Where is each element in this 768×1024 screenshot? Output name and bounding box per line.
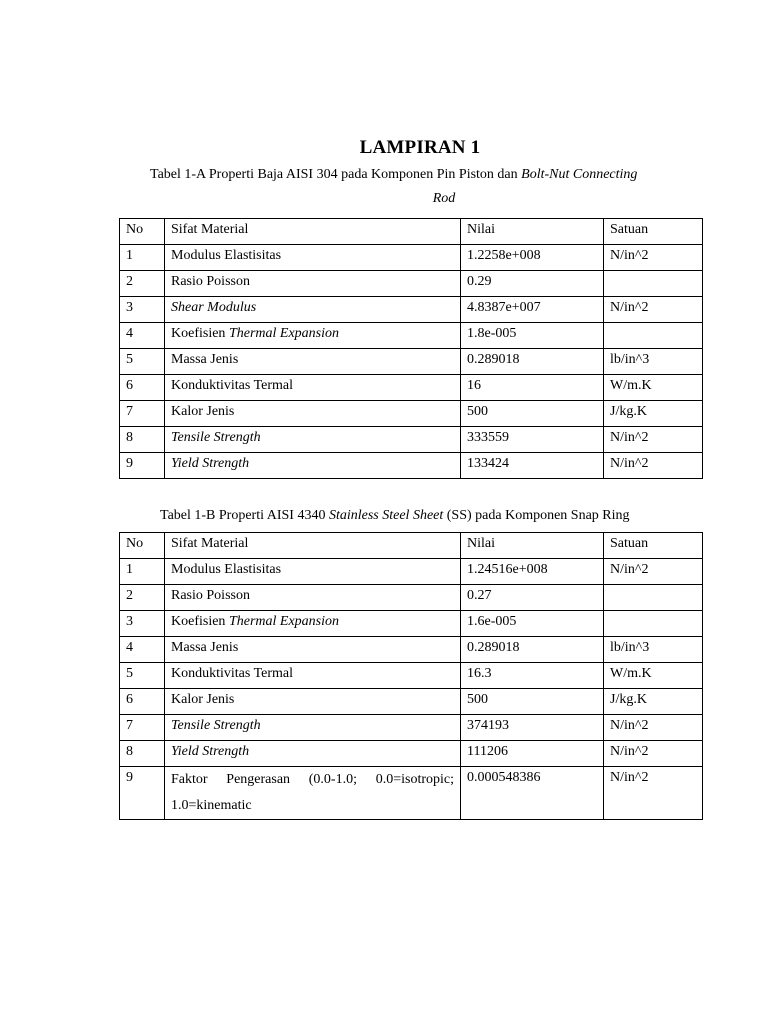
value-cell: 16 (461, 375, 604, 401)
value-cell: 1.8e-005 (461, 323, 604, 349)
row-number: 9 (120, 453, 165, 479)
unit-cell: J/kg.K (604, 401, 703, 427)
table-row (120, 689, 703, 715)
table-row (120, 715, 703, 741)
property-cell (165, 637, 461, 663)
property-name: Modulus Elastisitas (171, 248, 282, 263)
value-cell: 0.000548386 (461, 767, 604, 820)
property-name: Konduktivitas Termal (171, 666, 294, 681)
value-cell: 16.3 (461, 663, 604, 689)
table-b-caption-suffix: (SS) pada Komponen Snap Ring (443, 508, 630, 523)
property-name-italic: Thermal Expansion (228, 326, 339, 341)
value-cell: 0.289018 (461, 349, 604, 375)
unit-cell: J/kg.K (604, 689, 703, 715)
value-cell: 0.29 (461, 271, 604, 297)
property-cell (165, 585, 461, 611)
row-number: 9 (120, 767, 165, 820)
property-cell (165, 349, 461, 375)
property-cell (165, 245, 461, 271)
header-no: No (120, 219, 165, 245)
property-name-italic: Thermal Expansion (228, 614, 339, 629)
unit-cell: N/in^2 (604, 559, 703, 585)
unit-cell (604, 611, 703, 637)
property-name: Kalor Jenis (171, 404, 235, 419)
table-row (120, 767, 703, 820)
property-cell (165, 375, 461, 401)
table-row (120, 427, 703, 453)
table-row (120, 585, 703, 611)
row-number: 2 (120, 585, 165, 611)
header-unit: Satuan (604, 533, 703, 559)
value-cell: 1.6e-005 (461, 611, 604, 637)
table-b-caption (160, 504, 720, 528)
row-number: 5 (120, 663, 165, 689)
property-name: Kalor Jenis (171, 692, 235, 707)
property-cell (165, 323, 461, 349)
value-cell: 133424 (461, 453, 604, 479)
property-cell (165, 427, 461, 453)
table-a-caption-italic: Bolt-Nut Connecting (521, 167, 638, 182)
property-cell (165, 741, 461, 767)
table-a-caption-prefix: Tabel 1-A Properti Baja AISI 304 pada Komponen Pin Piston dan (150, 167, 522, 182)
row-number: 6 (120, 375, 165, 401)
table-header-row (120, 533, 703, 559)
value-cell: 0.289018 (461, 637, 604, 663)
property-cell (165, 663, 461, 689)
table-row (120, 297, 703, 323)
table-row (120, 741, 703, 767)
header-no: No (120, 533, 165, 559)
table-b-caption-italic: Stainless Steel Sheet (328, 508, 444, 523)
property-name-italic: Yield Strength (171, 456, 250, 471)
table-row (120, 401, 703, 427)
property-cell (165, 767, 461, 820)
row-number: 3 (120, 611, 165, 637)
property-cell (165, 453, 461, 479)
value-cell: 111206 (461, 741, 604, 767)
row-number: 8 (120, 741, 165, 767)
table-row (120, 637, 703, 663)
unit-cell: N/in^2 (604, 245, 703, 271)
row-number: 1 (120, 245, 165, 271)
unit-cell: N/in^2 (604, 767, 703, 820)
header-value: Nilai (461, 533, 604, 559)
property-cell (165, 559, 461, 585)
property-cell (165, 689, 461, 715)
row-number: 3 (120, 297, 165, 323)
header-property: Sifat Material (165, 219, 461, 245)
page-title: LAMPIRAN 1 (359, 137, 481, 158)
table-a (119, 218, 703, 479)
unit-cell: N/in^2 (604, 297, 703, 323)
property-name: Massa Jenis (171, 640, 239, 655)
table-b-caption-prefix: Tabel 1-B Properti AISI 4340 (160, 508, 329, 523)
property-cell (165, 401, 461, 427)
property-name-italic: Yield Strength (171, 744, 250, 759)
value-cell: 1.24516e+008 (461, 559, 604, 585)
unit-cell (604, 271, 703, 297)
row-number: 4 (120, 323, 165, 349)
table-header-row (120, 219, 703, 245)
table-row (120, 559, 703, 585)
table-b (119, 532, 703, 820)
unit-cell (604, 323, 703, 349)
property-name: Massa Jenis (171, 352, 239, 367)
row-number: 5 (120, 349, 165, 375)
value-cell: 500 (461, 689, 604, 715)
property-cell (165, 271, 461, 297)
unit-cell: N/in^2 (604, 427, 703, 453)
row-number: 2 (120, 271, 165, 297)
property-name-italic: Tensile Strength (171, 430, 261, 445)
row-number: 1 (120, 559, 165, 585)
table-row (120, 271, 703, 297)
value-cell: 333559 (461, 427, 604, 453)
property-name-italic: Tensile Strength (171, 718, 261, 733)
unit-cell: N/in^2 (604, 715, 703, 741)
row-number: 7 (120, 401, 165, 427)
row-number: 7 (120, 715, 165, 741)
property-name: Rasio Poisson (171, 588, 250, 603)
table-row (120, 611, 703, 637)
property-cell (165, 297, 461, 323)
header-unit: Satuan (604, 219, 703, 245)
table-row (120, 663, 703, 689)
unit-cell: W/m.K (604, 663, 703, 689)
property-cell (165, 611, 461, 637)
value-cell: 374193 (461, 715, 604, 741)
property-name: Koefisien (171, 614, 229, 629)
property-name: Faktor Pengerasan (0.0-1.0; 0.0=isotropic; 1.0=kinematic (171, 772, 454, 813)
table-row (120, 349, 703, 375)
table-a-caption (150, 163, 698, 211)
value-cell: 500 (461, 401, 604, 427)
value-cell: 4.8387e+007 (461, 297, 604, 323)
property-name: Koefisien (171, 326, 229, 341)
unit-cell: W/m.K (604, 375, 703, 401)
value-cell: 0.27 (461, 585, 604, 611)
unit-cell: N/in^2 (604, 453, 703, 479)
header-property: Sifat Material (165, 533, 461, 559)
property-name: Rasio Poisson (171, 274, 250, 289)
unit-cell: lb/in^3 (604, 637, 703, 663)
table-row (120, 375, 703, 401)
unit-cell: lb/in^3 (604, 349, 703, 375)
row-number: 8 (120, 427, 165, 453)
unit-cell (604, 585, 703, 611)
property-name: Konduktivitas Termal (171, 378, 294, 393)
row-number: 4 (120, 637, 165, 663)
table-row (120, 323, 703, 349)
table-row (120, 245, 703, 271)
property-name-italic: Shear Modulus (171, 300, 257, 315)
row-number: 6 (120, 689, 165, 715)
property-cell (165, 715, 461, 741)
table-a-caption-italic-2: Rod (432, 191, 456, 206)
value-cell: 1.2258e+008 (461, 245, 604, 271)
table-row (120, 453, 703, 479)
property-name: Modulus Elastisitas (171, 562, 282, 577)
header-value: Nilai (461, 219, 604, 245)
unit-cell: N/in^2 (604, 741, 703, 767)
